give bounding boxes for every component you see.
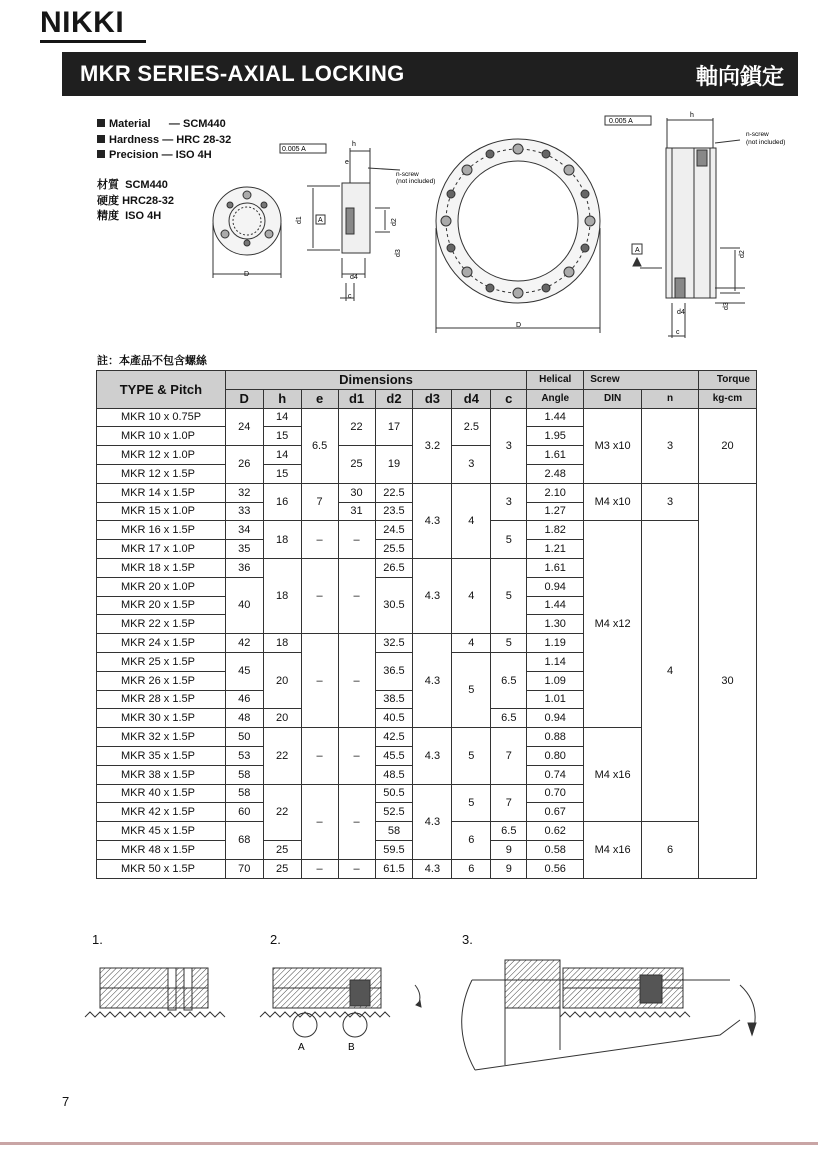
header-din: DIN: [584, 389, 642, 408]
helical-angle-cell: 1.14: [527, 652, 584, 671]
header-d4: d4: [452, 389, 491, 408]
dim-d3-cell: 4.3: [413, 859, 452, 878]
dim-d3-cell: 4.3: [413, 558, 452, 633]
din-cell: M3 x10: [584, 408, 642, 483]
dim-d1-cell: –: [338, 728, 375, 784]
dim-d4-label-1: d4: [350, 274, 358, 281]
dim-h-cell: 18: [263, 521, 301, 559]
dim-c-cell: 9: [491, 840, 527, 859]
helical-angle-cell: 0.56: [527, 859, 584, 878]
dim-D-cell: 40: [225, 577, 263, 633]
dim-D-cell: 45: [225, 652, 263, 690]
dim-d2-cell: 25.5: [375, 540, 413, 559]
dim-d2-cell: 30.5: [375, 577, 413, 633]
datum-A-label-2: A: [635, 247, 640, 254]
page-title: MKR SERIES-AXIAL LOCKING: [80, 61, 405, 86]
dim-c-cell: 5: [491, 521, 527, 559]
dim-d2-cell: 48.5: [375, 765, 413, 784]
header-kgcm: kg-cm: [698, 389, 756, 408]
note-no-screws: 註：本產品不包含螺絲: [97, 355, 207, 367]
torque-cell: 30: [698, 483, 756, 878]
helical-angle-cell: 1.09: [527, 671, 584, 690]
type-cell: MKR 45 x 1.5P: [97, 822, 226, 841]
dim-c-cell: 6.5: [491, 709, 527, 728]
technical-drawings: [200, 108, 810, 348]
screw-note-2b: (not included): [746, 139, 786, 146]
dim-h-cell: 20: [263, 709, 301, 728]
dim-c-cell: 6.5: [491, 652, 527, 708]
helical-angle-cell: 1.44: [527, 408, 584, 427]
dim-D-label-2: D: [516, 322, 522, 329]
brand-logo: NIKKI: [40, 6, 125, 39]
brand-underline: [40, 40, 146, 43]
dim-d4-cell: 4: [452, 558, 491, 633]
type-cell: MKR 48 x 1.5P: [97, 840, 226, 859]
dim-d1-cell: 25: [338, 446, 375, 484]
dim-h-cell: 16: [263, 483, 301, 521]
type-cell: MKR 22 x 1.5P: [97, 615, 226, 634]
helical-angle-cell: 1.44: [527, 596, 584, 615]
dim-D-cell: 68: [225, 822, 263, 860]
dim-c-cell: 5: [491, 634, 527, 653]
dim-e-cell: 6.5: [301, 408, 338, 483]
type-cell: MKR 35 x 1.5P: [97, 746, 226, 765]
dim-d2-cell: 61.5: [375, 859, 413, 878]
dim-c-cell: 7: [491, 784, 527, 822]
table-row: [97, 408, 757, 427]
helical-angle-cell: 1.95: [527, 427, 584, 446]
helical-angle-cell: 0.70: [527, 784, 584, 803]
type-cell: MKR 12 x 1.0P: [97, 446, 226, 465]
dim-c-cell: 9: [491, 859, 527, 878]
bullet-square-icon: [97, 135, 105, 143]
type-cell: MKR 17 x 1.0P: [97, 540, 226, 559]
dim-d1-label: d1: [296, 216, 303, 224]
dim-D-cell: 58: [225, 765, 263, 784]
dim-d3-cell: 4.3: [413, 634, 452, 728]
helical-angle-cell: 1.27: [527, 502, 584, 521]
dim-d1-cell: –: [338, 784, 375, 859]
dim-e-cell: –: [301, 634, 338, 728]
din-cell: M4 x16: [584, 728, 642, 822]
dim-d1-cell: –: [338, 558, 375, 633]
header-d2: d2: [375, 389, 413, 408]
dim-D-cell: 35: [225, 540, 263, 559]
n-cell: 3: [642, 483, 699, 521]
tol-label-2: 0.005 A: [609, 118, 633, 125]
dim-h-cell: 14: [263, 446, 301, 465]
dim-c-cell: 3: [491, 483, 527, 521]
dim-h-cell: 20: [263, 652, 301, 708]
header-angle: Angle: [527, 389, 584, 408]
dim-h-cell: 22: [263, 784, 301, 840]
table-row: [97, 483, 757, 502]
dim-D-cell: 36: [225, 558, 263, 577]
dim-d4-cell: 4: [452, 634, 491, 653]
dim-d3-label-2: d3: [723, 302, 730, 310]
header-D: D: [225, 389, 263, 408]
header-type-pitch: TYPE & Pitch: [97, 371, 226, 409]
dim-h-label-1: h: [352, 141, 356, 148]
screw-note-2: n-screw: [746, 131, 769, 138]
dim-h-cell: 15: [263, 464, 301, 483]
header-torque: Torque: [698, 371, 756, 390]
helical-angle-cell: 0.88: [527, 728, 584, 747]
dim-d3-cell: 3.2: [413, 408, 452, 483]
large-nut-front-view: [436, 139, 600, 333]
helical-angle-cell: 0.80: [527, 746, 584, 765]
n-cell: 6: [642, 822, 699, 878]
dim-d2-cell: 45.5: [375, 746, 413, 765]
helical-angle-cell: 1.19: [527, 634, 584, 653]
step-1-diagram: [85, 968, 225, 1017]
helical-angle-cell: 2.10: [527, 483, 584, 502]
dim-d2-cell: 26.5: [375, 558, 413, 577]
dim-h-cell: 14: [263, 408, 301, 427]
dim-d3-cell: 4.3: [413, 784, 452, 859]
screw-note-1b: (not included): [396, 178, 436, 185]
spec-precision: Precision — ISO 4H: [97, 148, 231, 164]
din-cell: M4 x10: [584, 483, 642, 521]
header-dimensions: Dimensions: [225, 371, 526, 390]
type-cell: MKR 30 x 1.5P: [97, 709, 226, 728]
dim-c-cell: 6.5: [491, 822, 527, 841]
dim-d2-label-1: d2: [391, 218, 398, 226]
dim-D-cell: 48: [225, 709, 263, 728]
title-bar: [62, 52, 798, 96]
dim-D-label-1: D: [244, 271, 250, 278]
helical-angle-cell: 1.61: [527, 446, 584, 465]
dim-d2-cell: 50.5: [375, 784, 413, 803]
dim-D-cell: 42: [225, 634, 263, 653]
dim-d4-label-2: d4: [677, 309, 685, 316]
helical-angle-cell: 2.48: [527, 464, 584, 483]
helical-angle-cell: 0.94: [527, 709, 584, 728]
type-cell: MKR 26 x 1.5P: [97, 671, 226, 690]
type-cell: MKR 12 x 1.5P: [97, 464, 226, 483]
step-1-number: 1.: [92, 932, 103, 947]
step-2-number: 2.: [270, 932, 281, 947]
dim-d2-cell: 32.5: [375, 634, 413, 653]
step-2-diagram: [260, 968, 421, 1037]
n-cell: 4: [642, 521, 699, 822]
dim-c-cell: 5: [491, 558, 527, 633]
header-d1: d1: [338, 389, 375, 408]
type-cell: MKR 16 x 1.5P: [97, 521, 226, 540]
type-cell: MKR 40 x 1.5P: [97, 784, 226, 803]
dim-D-cell: 24: [225, 408, 263, 446]
dim-e-cell: –: [301, 784, 338, 859]
spec-list-chinese: [97, 178, 174, 225]
header-helical: Helical: [527, 371, 584, 390]
screw-note-1: n-screw: [396, 171, 419, 178]
header-n: n: [642, 389, 699, 408]
step-3-diagram: [462, 960, 756, 1070]
type-cell: MKR 14 x 1.5P: [97, 483, 226, 502]
helical-angle-cell: 1.82: [527, 521, 584, 540]
dim-d2-cell: 36.5: [375, 652, 413, 690]
header-screw: Screw: [584, 371, 699, 390]
installation-steps: [80, 925, 780, 1085]
dim-D-cell: 32: [225, 483, 263, 502]
helical-angle-cell: 0.74: [527, 765, 584, 784]
dim-D-cell: 70: [225, 859, 263, 878]
dim-e-cell: –: [301, 859, 338, 878]
dim-D-cell: 33: [225, 502, 263, 521]
helical-angle-cell: 0.67: [527, 803, 584, 822]
dim-d1-cell: –: [338, 634, 375, 728]
helical-angle-cell: 1.61: [527, 558, 584, 577]
dim-e-cell: –: [301, 521, 338, 559]
spec-precision-zh: 精度 ISO 4H: [97, 210, 162, 222]
helical-angle-cell: 1.21: [527, 540, 584, 559]
type-cell: MKR 20 x 1.5P: [97, 596, 226, 615]
dim-d4-cell: 5: [452, 728, 491, 784]
helical-angle-cell: 0.58: [527, 840, 584, 859]
helical-angle-cell: 0.62: [527, 822, 584, 841]
dim-d3-cell: 4.3: [413, 483, 452, 558]
dim-d3-cell: 4.3: [413, 728, 452, 784]
bullet-square-icon: [97, 150, 105, 158]
dim-c-label-1: c: [348, 293, 352, 300]
bullet-square-icon: [97, 119, 105, 127]
header-h: h: [263, 389, 301, 408]
dim-h-cell: 15: [263, 427, 301, 446]
din-cell: M4 x12: [584, 521, 642, 728]
dim-d2-cell: 23.5: [375, 502, 413, 521]
helical-angle-cell: 1.01: [527, 690, 584, 709]
label-A: A: [298, 1042, 305, 1053]
dim-d2-cell: 59.5: [375, 840, 413, 859]
dim-D-cell: 60: [225, 803, 263, 822]
dim-d4-cell: 6: [452, 822, 491, 860]
dim-e-cell: –: [301, 558, 338, 633]
dim-d3-label-1: d3: [395, 249, 402, 257]
dim-D-cell: 50: [225, 728, 263, 747]
dim-d2-cell: 40.5: [375, 709, 413, 728]
page-title-chinese: 軸向鎖定: [695, 64, 784, 89]
torque-cell: 20: [698, 408, 756, 483]
type-cell: MKR 50 x 1.5P: [97, 859, 226, 878]
type-cell: MKR 24 x 1.5P: [97, 634, 226, 653]
dim-d2-cell: 24.5: [375, 521, 413, 540]
helical-angle-cell: 0.94: [527, 577, 584, 596]
dim-d4-cell: 5: [452, 784, 491, 822]
type-cell: MKR 25 x 1.5P: [97, 652, 226, 671]
spec-material: Material — SCM440: [97, 117, 231, 133]
dim-d2-cell: 22.5: [375, 483, 413, 502]
dim-D-cell: 46: [225, 690, 263, 709]
dim-d2-cell: 42.5: [375, 728, 413, 747]
dim-d4-cell: 5: [452, 652, 491, 727]
dim-h-cell: 25: [263, 859, 301, 878]
specification-table: [96, 370, 757, 879]
dim-d2-cell: 38.5: [375, 690, 413, 709]
din-cell: M4 x16: [584, 822, 642, 878]
helical-angle-cell: 1.30: [527, 615, 584, 634]
dim-D-cell: 26: [225, 446, 263, 484]
dim-d1-cell: 22: [338, 408, 375, 446]
dim-d2-cell: 19: [375, 446, 413, 484]
dim-d2-cell: 52.5: [375, 803, 413, 822]
bottom-rule: [0, 1142, 818, 1145]
dim-h-cell: 22: [263, 728, 301, 784]
type-cell: MKR 32 x 1.5P: [97, 728, 226, 747]
dim-d4-cell: 3: [452, 446, 491, 484]
dim-d2-cell: 58: [375, 822, 413, 841]
type-cell: MKR 20 x 1.0P: [97, 577, 226, 596]
dim-d1-cell: 30: [338, 483, 375, 502]
type-cell: MKR 38 x 1.5P: [97, 765, 226, 784]
dim-d2-cell: 17: [375, 408, 413, 446]
dim-h-cell: 18: [263, 558, 301, 633]
dim-D-cell: 34: [225, 521, 263, 540]
datum-A-label-1: A: [318, 217, 323, 224]
header-d3: d3: [413, 389, 452, 408]
dim-e-cell: –: [301, 728, 338, 784]
dim-h-cell: 18: [263, 634, 301, 653]
dim-d2-label-2: d2: [739, 250, 746, 258]
type-cell: MKR 10 x 0.75P: [97, 408, 226, 427]
dim-c-label-2: c: [676, 329, 680, 336]
dim-d4-cell: 2.5: [452, 408, 491, 446]
dim-d4-cell: 6: [452, 859, 491, 878]
dim-d1-cell: –: [338, 521, 375, 559]
dim-c-cell: 7: [491, 728, 527, 784]
small-nut-front-view: [213, 187, 281, 278]
steps-illustration: [80, 925, 780, 1085]
label-B: B: [348, 1042, 355, 1053]
dim-h-label-2: h: [690, 112, 694, 119]
type-cell: MKR 18 x 1.5P: [97, 558, 226, 577]
spec-hardness-zh: 硬度 HRC28-32: [97, 194, 175, 207]
dim-e-label: e: [345, 159, 349, 166]
page-number: 7: [62, 1094, 70, 1109]
header-c: c: [491, 389, 527, 408]
spec-hardness: Hardness — HRC 28-32: [97, 133, 231, 149]
type-cell: MKR 28 x 1.5P: [97, 690, 226, 709]
header-e: e: [301, 389, 338, 408]
dim-D-cell: 58: [225, 784, 263, 803]
n-cell: 3: [642, 408, 699, 483]
table-body: [97, 408, 757, 878]
dim-c-cell: 3: [491, 408, 527, 483]
spec-material-zh: 材質 SCM440: [97, 179, 168, 191]
dim-d1-cell: –: [338, 859, 375, 878]
dim-D-cell: 53: [225, 746, 263, 765]
dim-d4-cell: 4: [452, 483, 491, 558]
type-cell: MKR 42 x 1.5P: [97, 803, 226, 822]
table-header-row-1: [97, 371, 757, 390]
step-3-number: 3.: [462, 932, 473, 947]
dim-d1-cell: 31: [338, 502, 375, 521]
dim-h-cell: 25: [263, 840, 301, 859]
tol-label-1: 0.005 A: [282, 146, 306, 153]
type-cell: MKR 10 x 1.0P: [97, 427, 226, 446]
dim-e-cell: 7: [301, 483, 338, 521]
type-cell: MKR 15 x 1.0P: [97, 502, 226, 521]
